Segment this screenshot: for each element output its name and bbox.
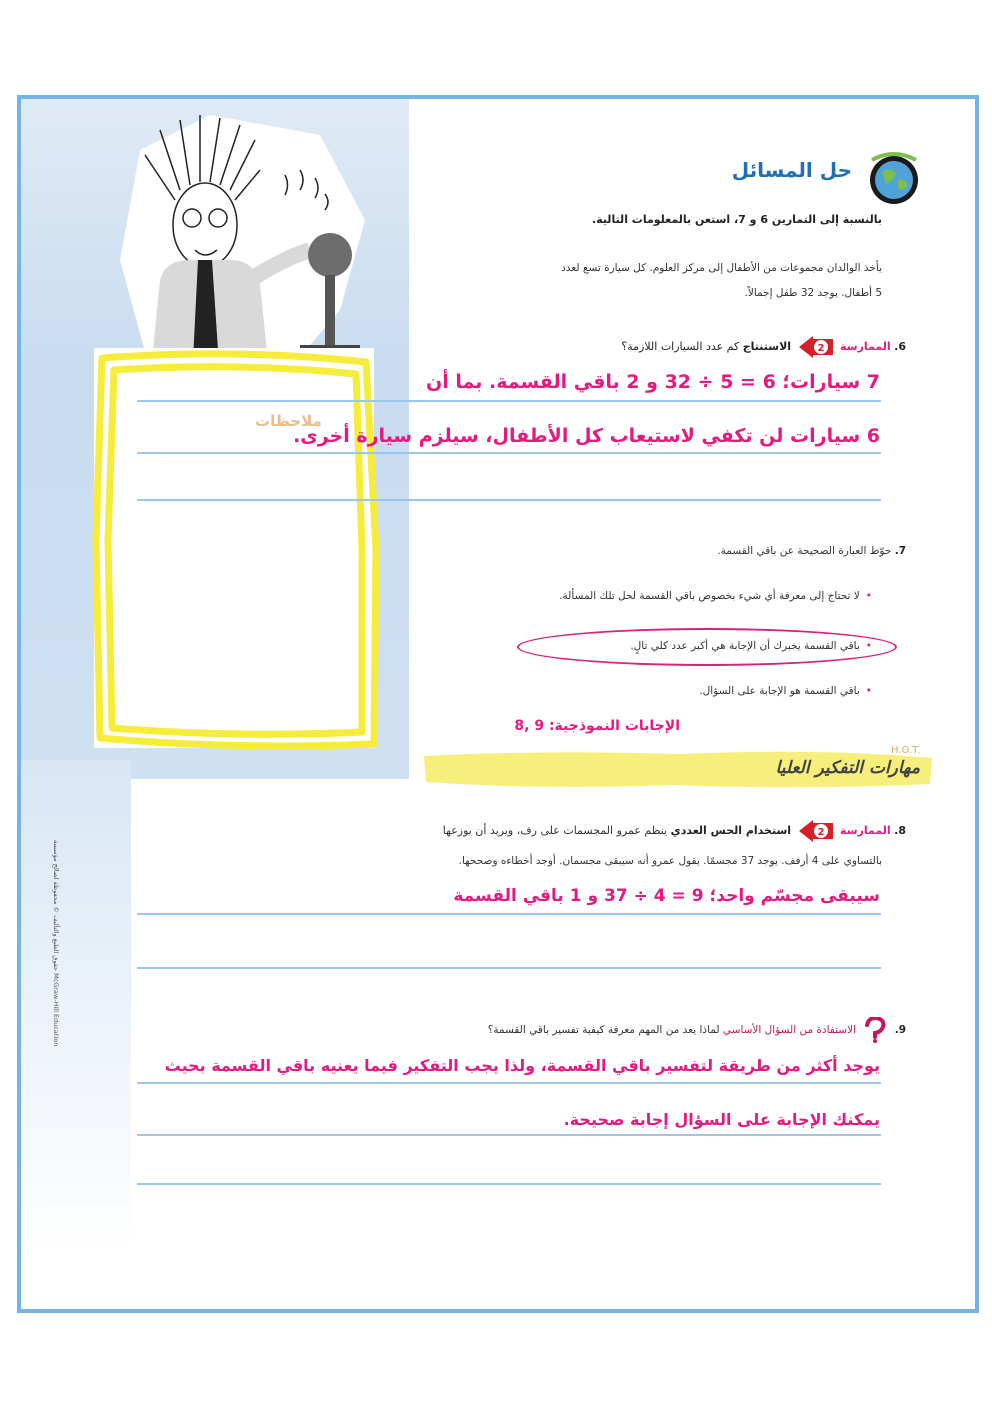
essential-question-label: الاستفادة من السؤال الأساسي <box>722 1024 856 1036</box>
answer-rule <box>137 499 881 501</box>
copyright-note: حقوق الطبع والتأليف © محفوظة لصالح مؤسسة McGraw-Hill Education <box>52 840 60 1047</box>
intro-text: بالنسبة إلى التمارين 6 و 7، استعن بالمعلومات التالية. <box>591 213 882 226</box>
answer-8: سيبقى مجسّم واحد؛ 9 = 4 ÷ 37 و 1 باقي القسمة <box>453 886 880 906</box>
notes-label: ملاحظات <box>255 412 322 430</box>
context-line-2: 5 أطفال. يوجد 32 طفل إجمالاً. <box>744 287 882 299</box>
question-prompt: لماذا يعد من المهم معرفة كيفية تفسير باقي القسمة؟ <box>487 1024 720 1036</box>
practice-label: الممارسة <box>840 340 891 353</box>
question-mark-icon <box>863 1017 887 1043</box>
question-8 <box>443 820 906 842</box>
globe-icon <box>866 150 922 206</box>
question-7 <box>717 545 906 557</box>
context-line-1: يأخذ الوالدان مجموعات من الأطفال إلى مركز العلوم. كل سيارة تسع لعدد <box>561 262 882 274</box>
question-8-line-2: بالتساوي على 4 أرفف. يوجد 37 مجسمًا. يقول عمرو أنه سيبقى مجسمان. أوجد أخطاءه وصححها. <box>458 855 882 867</box>
option-3[interactable] <box>699 685 872 697</box>
option-1[interactable] <box>559 590 872 602</box>
question-number: 8. <box>894 824 906 837</box>
answer-rule <box>137 400 881 402</box>
option-text: لا تحتاج إلى معرفة أي شيء بخصوص باقي القسمة لحل تلك المسألة. <box>559 590 860 602</box>
answer-9-line-2: يمكنك الإجابة على السؤال إجابة صحيحة. <box>563 1110 880 1129</box>
question-number: 7. <box>894 545 906 557</box>
sample-answers: الإجابات النموذجية: 9 ,8 <box>514 718 680 734</box>
practice-arrow-icon <box>799 336 833 358</box>
question-prompt: كم عدد السيارات اللازمة؟ <box>621 340 740 353</box>
notes-pad <box>86 340 386 755</box>
question-6 <box>621 336 906 358</box>
skill-label: استخدام الحس العددي <box>670 824 792 837</box>
answer-rule <box>137 452 881 454</box>
answer-rule <box>137 1082 881 1084</box>
option-text: باقي القسمة هو الإجابة على السؤال. <box>699 685 860 697</box>
practice-label: الممارسة <box>840 824 891 837</box>
practice-badge: 2 <box>817 343 825 354</box>
answer-rule <box>137 1134 881 1136</box>
answer-6-line-2: 6 سيارات لن تكفي لاستيعاب كل الأطفال، سيلزم سيارة أخرى. <box>293 425 880 447</box>
question-number: 9. <box>894 1024 906 1036</box>
sidebar-background-lower <box>21 760 131 1309</box>
question-prompt: ينظم عمرو المجسمات على رف، ويريد أن يوزعها <box>442 824 668 837</box>
skill-label: الاستنتاج <box>742 340 792 353</box>
question-number: 6. <box>894 340 906 353</box>
bullet: • <box>865 640 872 652</box>
answer-6-line-1: 7 سيارات؛ 6 = 5 ÷ 32 و 2 باقي القسمة. بما أن <box>426 371 880 393</box>
practice-badge: 2 <box>817 827 825 838</box>
answer-rule <box>137 1183 881 1185</box>
practice-arrow-icon <box>799 820 833 842</box>
question-9 <box>488 1017 906 1043</box>
section-title: حل المسائل <box>731 158 852 182</box>
bullet: • <box>865 685 872 697</box>
option-2[interactable] <box>630 640 872 652</box>
question-prompt: حوّط العبارة الصحيحة عن باقي القسمة. <box>717 545 892 557</box>
answer-9-line-1: يوجد أكثر من طريقة لتفسير باقي القسمة، ولذا يجب التفكير فيما يعنيه باقي القسمة بحيث <box>164 1056 880 1075</box>
bullet: • <box>865 590 872 602</box>
hot-mark: H.O.T. <box>891 745 921 756</box>
answer-rule <box>137 967 881 969</box>
answer-rule <box>137 913 881 915</box>
hot-banner-title: مهارات التفكير العليا <box>775 758 920 778</box>
option-text: باقي القسمة يخبرك أن الإجابة هي أكبر عدد كلي تالٍ. <box>630 640 860 652</box>
